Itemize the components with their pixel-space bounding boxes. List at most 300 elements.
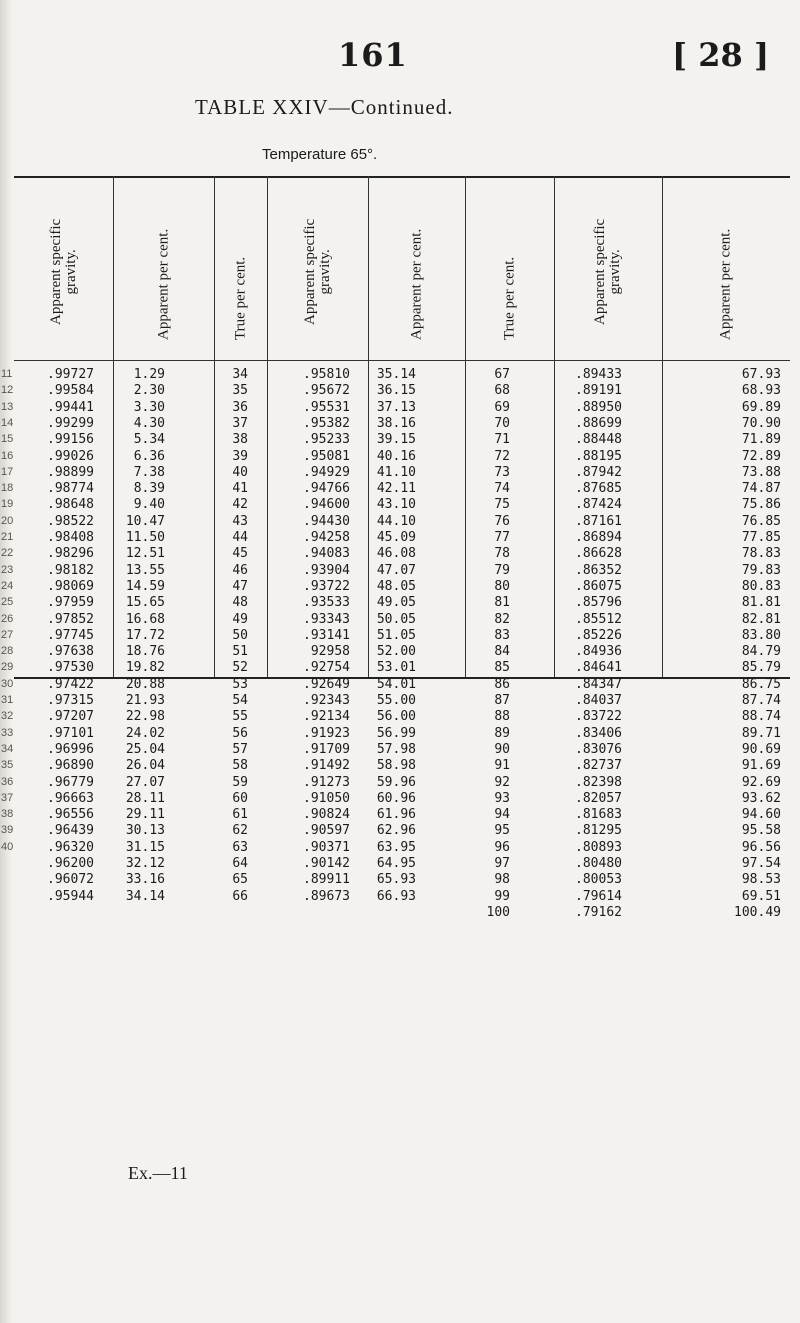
table-cell: 9.40 — [133, 497, 165, 513]
table-cell: 26.04 — [125, 758, 165, 774]
row-margin-label: 32 — [1, 710, 14, 723]
table-cell: 39 — [232, 448, 248, 464]
table-cell: .86075 — [575, 578, 622, 594]
table-cell: .99299 — [47, 415, 94, 431]
page-reference: [ 28 ] — [672, 36, 770, 74]
table-cell: .94083 — [303, 546, 350, 562]
table-cell: 54.01 — [376, 676, 416, 692]
table-cell: .82737 — [575, 758, 622, 774]
table-cell: .94766 — [303, 481, 350, 497]
table-cell: 80.83 — [741, 578, 781, 594]
table-cell: 57.98 — [376, 741, 416, 757]
table-cell: .90142 — [303, 856, 350, 871]
table-cell: 84 — [494, 644, 510, 660]
table-cell: 38 — [232, 432, 248, 448]
table-cell: .95672 — [303, 383, 350, 399]
table-cell: 56.99 — [376, 725, 416, 741]
table-cell: .88950 — [575, 399, 622, 415]
table-cell: 43 — [232, 513, 248, 529]
table-cell: .86894 — [575, 530, 622, 545]
table-cell: .96663 — [47, 790, 94, 806]
table-cell: 41 — [232, 481, 248, 497]
table-cell: 42.11 — [376, 481, 416, 497]
table-cell: .90597 — [303, 823, 350, 839]
row-margin-label: 40 — [1, 840, 14, 853]
table-cell: .84037 — [575, 693, 622, 708]
page-number: 161 — [338, 36, 408, 74]
table-cell: .90371 — [303, 839, 350, 855]
table-cell: 70 — [494, 415, 510, 431]
table-cell: 47.07 — [376, 562, 416, 578]
table-cell: 88.74 — [741, 709, 781, 725]
table-cell: .97745 — [47, 627, 94, 643]
table-cell: 36.15 — [376, 383, 416, 399]
table-cell: 66.93 — [376, 888, 416, 904]
table-cell: .95810 — [303, 367, 350, 382]
table-cell: .80053 — [575, 872, 622, 888]
table-cell: 90.69 — [741, 741, 781, 757]
table-cell: .84641 — [575, 660, 622, 676]
table-cell: .80893 — [575, 839, 622, 855]
table-cell: 59 — [232, 774, 248, 790]
table-cell: 24.02 — [125, 725, 165, 741]
table-cell: .91492 — [303, 758, 350, 774]
table-cell: 65 — [232, 872, 248, 888]
table-cell: .90824 — [303, 807, 350, 823]
table-cell: 73.88 — [741, 464, 781, 480]
table-cell: 91.69 — [741, 758, 781, 774]
row-margin-label: 18 — [1, 482, 14, 495]
table-cell: 28.11 — [125, 790, 165, 806]
table-cell: .98069 — [47, 578, 94, 594]
table-cell: 78.83 — [741, 546, 781, 562]
table-cell: 16.68 — [125, 611, 165, 627]
table-cell: 36 — [232, 399, 248, 415]
table-cell: .96072 — [47, 872, 94, 888]
table-cell: .93343 — [303, 611, 350, 627]
table-cell: .87161 — [575, 513, 622, 529]
table-cell: 4.30 — [133, 415, 165, 431]
row-margin-label: 25 — [1, 596, 14, 609]
table-cell: 58 — [232, 758, 248, 774]
table-cell: 3.30 — [133, 399, 165, 415]
table-cell: .85796 — [575, 595, 622, 611]
table-cell: .94929 — [303, 464, 350, 480]
table-cell: 52 — [232, 660, 248, 676]
table-cell: 38.16 — [376, 415, 416, 431]
table-cell: .97422 — [47, 676, 94, 692]
table-cell: 55 — [232, 709, 248, 725]
column-divider — [267, 176, 268, 677]
table-cell: 64.95 — [376, 856, 416, 871]
column-divider — [368, 176, 369, 677]
row-margin-label: 27 — [1, 628, 14, 641]
table-cell: .97638 — [47, 644, 94, 660]
table-cell: 43.10 — [376, 497, 416, 513]
table-cell: 8.39 — [133, 481, 165, 497]
table-cell: 86.75 — [741, 676, 781, 692]
column-divider — [662, 176, 663, 677]
table-cell: 56.00 — [376, 709, 416, 725]
row-margin-label: 26 — [1, 612, 14, 625]
table-cell: 85.79 — [741, 660, 781, 676]
table-cell: .92134 — [303, 709, 350, 725]
table-cell: .98296 — [47, 546, 94, 562]
table-cell: 40 — [232, 464, 248, 480]
column-header-label: Apparent per cent. — [717, 228, 734, 340]
table-cell: 15.65 — [125, 595, 165, 611]
table-cell: 50 — [232, 627, 248, 643]
table-cell: .89911 — [303, 872, 350, 888]
table-cell: 68.93 — [741, 383, 781, 399]
table-cell: 25.04 — [125, 741, 165, 757]
table-cell: 35.14 — [376, 367, 416, 382]
table-cell: 34.14 — [125, 888, 165, 904]
table-cell: 91 — [494, 758, 510, 774]
table-cell: .89433 — [575, 367, 622, 382]
table-cell: 7.38 — [133, 464, 165, 480]
table-cell: 30.13 — [125, 823, 165, 839]
table-cell: .92754 — [303, 660, 350, 676]
table-cell: 95.58 — [741, 823, 781, 839]
row-margin-label: 20 — [1, 514, 14, 527]
table-cell: 20.88 — [125, 676, 165, 692]
table-cell: 69.89 — [741, 399, 781, 415]
row-margin-label: 37 — [1, 791, 14, 804]
table-cell: .95233 — [303, 432, 350, 448]
table-cell: 97 — [494, 856, 510, 871]
table-top-rule — [14, 176, 790, 178]
table-cell: .94430 — [303, 513, 350, 529]
table-cell: 89.71 — [741, 725, 781, 741]
table-cell: 22.98 — [125, 709, 165, 725]
table-cell: .86352 — [575, 562, 622, 578]
row-margin-label: 17 — [1, 465, 14, 478]
table-cell: 90 — [494, 741, 510, 757]
table-cell: 42 — [232, 497, 248, 513]
table-cell: 98.53 — [741, 872, 781, 888]
row-margin-label: 30 — [1, 677, 14, 690]
table-cell: 81.81 — [741, 595, 781, 611]
table-cell: 29.11 — [125, 807, 165, 823]
row-margin-label: 12 — [1, 384, 14, 397]
table-cell: .92649 — [303, 676, 350, 692]
table-cell: .96779 — [47, 774, 94, 790]
table-cell: 56 — [232, 725, 248, 741]
table-cell: .87685 — [575, 481, 622, 497]
table-cell: 80 — [494, 578, 510, 594]
row-margin-label: 11 — [1, 368, 13, 380]
table-cell: 18.76 — [125, 644, 165, 660]
column-header — [44, 180, 84, 355]
table-cell: 32.12 — [125, 856, 165, 871]
table-cell: 96.56 — [741, 839, 781, 855]
column-header — [144, 180, 184, 355]
column-header-label: True per cent. — [232, 256, 248, 340]
table-cell: 47 — [232, 578, 248, 594]
table-cell: 62 — [232, 823, 248, 839]
table-cell: .98522 — [47, 513, 94, 529]
table-cell: 17.72 — [125, 627, 165, 643]
table-cell: 73 — [494, 464, 510, 480]
table-cell: 33.16 — [125, 872, 165, 888]
table-cell: .89673 — [303, 888, 350, 904]
row-margin-label: 31 — [1, 694, 14, 706]
table-cell: .88195 — [575, 448, 622, 464]
table-cell: .96200 — [47, 856, 94, 871]
table-cell: .87942 — [575, 464, 622, 480]
table-cell: 27.07 — [125, 774, 165, 790]
column-header — [397, 180, 437, 355]
table-title: TABLE XXIV—Continued. — [195, 95, 454, 119]
table-cell: 2.30 — [133, 383, 165, 399]
table-cell: .94600 — [303, 497, 350, 513]
table-cell: .96556 — [47, 807, 94, 823]
table-cell: 92 — [494, 774, 510, 790]
table-cell: 61 — [232, 807, 248, 823]
table-cell: .99727 — [47, 367, 94, 382]
table-cell: 77.85 — [741, 530, 781, 545]
table-cell: .81683 — [575, 807, 622, 823]
table-cell: .91050 — [303, 790, 350, 806]
table-cell: 71 — [494, 432, 510, 448]
table-cell: .95382 — [303, 415, 350, 431]
row-margin-label: 23 — [1, 563, 14, 576]
header-rule — [14, 360, 790, 361]
row-margin-label: 14 — [1, 416, 14, 429]
table-cell: 79 — [494, 562, 510, 578]
table-cell: .99156 — [47, 432, 94, 448]
table-cell: 72 — [494, 448, 510, 464]
table-cell: 40.16 — [376, 448, 416, 464]
table-cell: 84.79 — [741, 644, 781, 660]
table-cell: 60 — [232, 790, 248, 806]
table-cell: 1.29 — [133, 367, 165, 382]
table-cell: 49 — [232, 611, 248, 627]
table-cell: .98774 — [47, 481, 94, 497]
column-divider — [113, 176, 114, 677]
table-cell: .97530 — [47, 660, 94, 676]
table-cell: 61.96 — [376, 807, 416, 823]
table-cell: 93 — [494, 790, 510, 806]
row-margin-label: 38 — [1, 808, 14, 821]
table-cell: .84936 — [575, 644, 622, 660]
table-cell: .88699 — [575, 415, 622, 431]
table-cell: 98 — [494, 872, 510, 888]
table-cell: .94258 — [303, 530, 350, 545]
table-cell: 76 — [494, 513, 510, 529]
table-cell: .93533 — [303, 595, 350, 611]
column-divider — [465, 176, 466, 677]
table-cell: 79.83 — [741, 562, 781, 578]
table-cell: .82057 — [575, 790, 622, 806]
table-cell: 70.90 — [741, 415, 781, 431]
table-cell: 62.96 — [376, 823, 416, 839]
table-cell: .89191 — [575, 383, 622, 399]
column-header — [706, 180, 746, 355]
table-cell: 87.74 — [741, 693, 781, 708]
table-cell: 52.00 — [376, 644, 416, 660]
table-cell: 37 — [232, 415, 248, 431]
table-cell: 37.13 — [376, 399, 416, 415]
row-margin-label: 21 — [1, 531, 14, 543]
column-header — [490, 180, 530, 355]
table-cell: .98648 — [47, 497, 94, 513]
table-cell: 58.98 — [376, 758, 416, 774]
table-cell: 66 — [232, 888, 248, 904]
table-cell: .79162 — [575, 904, 622, 920]
table-cell: 21.93 — [125, 693, 165, 708]
table-cell: 74.87 — [741, 481, 781, 497]
table-cell: 96 — [494, 839, 510, 855]
table-cell: .83406 — [575, 725, 622, 741]
table-cell: 93.62 — [741, 790, 781, 806]
table-cell: .93141 — [303, 627, 350, 643]
table-cell: 74 — [494, 481, 510, 497]
table-cell: 63 — [232, 839, 248, 855]
table-cell: 59.96 — [376, 774, 416, 790]
column-header-label: Apparent specific gravity. — [47, 218, 79, 325]
table-cell: .97852 — [47, 611, 94, 627]
table-cell: 83 — [494, 627, 510, 643]
table-cell: 12.51 — [125, 546, 165, 562]
table-cell: .81295 — [575, 823, 622, 839]
table-cell: .96320 — [47, 839, 94, 855]
column-header — [588, 180, 628, 355]
table-cell: 45.09 — [376, 530, 416, 545]
table-cell: .98182 — [47, 562, 94, 578]
table-cell: .85226 — [575, 627, 622, 643]
table-cell: .95081 — [303, 448, 350, 464]
table-cell: 76.85 — [741, 513, 781, 529]
table-cell: 81 — [494, 595, 510, 611]
table-cell: 68 — [494, 383, 510, 399]
row-margin-label: 16 — [1, 449, 14, 462]
table-cell: 19.82 — [125, 660, 165, 676]
table-cell: 34 — [232, 367, 248, 382]
column-divider — [554, 176, 555, 677]
column-header-label: Apparent specific gravity. — [592, 218, 623, 325]
table-cell: 63.95 — [376, 839, 416, 855]
table-cell: .86628 — [575, 546, 622, 562]
table-cell: .93722 — [303, 578, 350, 594]
table-cell: 53 — [232, 676, 248, 692]
table-cell: 87 — [494, 693, 510, 708]
table-cell: 11.50 — [125, 530, 165, 545]
table-cell: .99584 — [47, 383, 94, 399]
table-cell: .80480 — [575, 856, 622, 871]
row-margin-label: 33 — [1, 726, 14, 739]
table-cell: .98408 — [47, 530, 94, 545]
table-cell: .79614 — [575, 888, 622, 904]
row-margin-label: 13 — [1, 400, 14, 413]
table-cell: 49.05 — [376, 595, 416, 611]
table-cell: 55.00 — [376, 693, 416, 708]
table-cell: 57 — [232, 741, 248, 757]
row-margin-label: 28 — [1, 645, 14, 658]
table-cell: .96890 — [47, 758, 94, 774]
table-cell: 83.80 — [741, 627, 781, 643]
row-margin-label: 35 — [1, 759, 14, 772]
table-cell: 82.81 — [741, 611, 781, 627]
table-cell: 45 — [232, 546, 248, 562]
table-cell: .99441 — [47, 399, 94, 415]
table-cell: 5.34 — [133, 432, 165, 448]
temperature-note: Temperature 65°. — [262, 146, 378, 163]
table-cell: 77 — [494, 530, 510, 545]
table-cell: .87424 — [575, 497, 622, 513]
table-cell: 6.36 — [133, 448, 165, 464]
table-cell: 89 — [494, 725, 510, 741]
table-cell: .98899 — [47, 464, 94, 480]
table-cell: .97959 — [47, 595, 94, 611]
table-cell: 82 — [494, 611, 510, 627]
table-cell: 92958 — [310, 644, 350, 660]
table-cell: .96996 — [47, 741, 94, 757]
table-cell: 88 — [494, 709, 510, 725]
table-cell: 94.60 — [741, 807, 781, 823]
row-margin-label: 39 — [1, 824, 14, 837]
column-header-label: Apparent per cent. — [155, 228, 171, 340]
table-cell: 95 — [494, 823, 510, 839]
table-cell: 46.08 — [376, 546, 416, 562]
table-cell: 64 — [232, 856, 248, 871]
table-cell: .91709 — [303, 741, 350, 757]
column-header — [221, 180, 261, 355]
row-margin-label: 22 — [1, 547, 14, 560]
table-cell: .83076 — [575, 741, 622, 757]
table-cell: .97207 — [47, 709, 94, 725]
table-cell: 48 — [232, 595, 248, 611]
table-cell: 78 — [494, 546, 510, 562]
column-header-label: True per cent. — [501, 256, 517, 340]
table-cell: 50.05 — [376, 611, 416, 627]
table-cell: .91273 — [303, 774, 350, 790]
table-cell: .92343 — [303, 693, 350, 708]
table-cell: 99 — [494, 888, 510, 904]
table-cell: 10.47 — [125, 513, 165, 529]
footer-signature: Ex.—11 — [128, 1163, 188, 1183]
table-cell: .95944 — [47, 888, 94, 904]
row-margin-label: 15 — [1, 433, 14, 446]
table-cell: .82398 — [575, 774, 622, 790]
table-cell: .85512 — [575, 611, 622, 627]
table-cell: .95531 — [303, 399, 350, 415]
table-cell: 75.86 — [741, 497, 781, 513]
table-cell: .99026 — [47, 448, 94, 464]
table-cell: .88448 — [575, 432, 622, 448]
table-cell: 69.51 — [741, 888, 781, 904]
table-cell: 100.49 — [734, 904, 781, 920]
table-cell: 13.55 — [125, 562, 165, 578]
table-cell: 44 — [232, 530, 248, 545]
table-cell: 69 — [494, 399, 510, 415]
table-cell: 100 — [486, 904, 510, 920]
table-cell: 60.96 — [376, 790, 416, 806]
table-cell: 94 — [494, 807, 510, 823]
table-cell: 72.89 — [741, 448, 781, 464]
table-cell: 51 — [232, 644, 248, 660]
table-cell: .97101 — [47, 725, 94, 741]
table-cell: 39.15 — [376, 432, 416, 448]
column-header — [298, 180, 338, 355]
row-margin-label: 19 — [1, 498, 14, 511]
row-margin-label: 29 — [1, 661, 14, 674]
table-cell: 53.01 — [376, 660, 416, 676]
row-margin-label: 36 — [1, 775, 14, 788]
table-cell: .93904 — [303, 562, 350, 578]
column-header-label: Apparent specific gravity. — [301, 218, 333, 325]
